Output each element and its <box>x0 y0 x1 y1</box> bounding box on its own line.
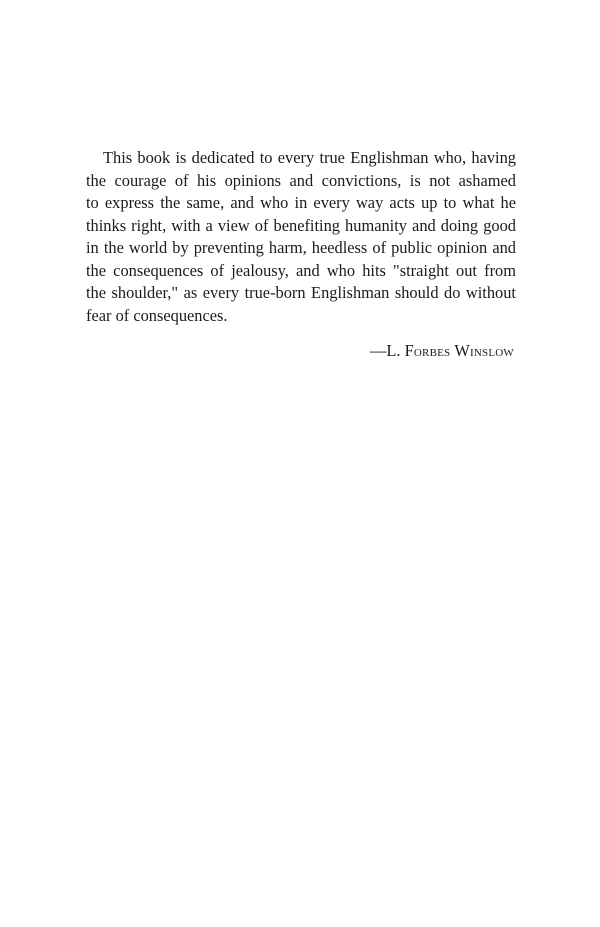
signature-name: Forbes Winslow <box>404 341 514 360</box>
signature-initial: L. <box>386 341 405 360</box>
dedication-line: thinks right, with a view of benefiting humanity and doing good <box>86 215 516 235</box>
dedication-line: fear of consequences. <box>86 305 228 325</box>
dedication-line: the courage of his opinions and convictions, is not ashamed <box>86 170 516 190</box>
dedication-line: the consequences of jealousy, and who hits "straight out from <box>86 260 516 280</box>
dedication-line: the shoulder," as every true-born Englishman should do without <box>86 283 516 302</box>
author-signature <box>370 340 514 362</box>
dedication-paragraph <box>86 147 516 327</box>
dedication-line: in the world by preventing harm, heedless of public opinion and <box>86 238 516 257</box>
signature-dash: — <box>369 341 387 360</box>
dedication-line: to express the same, and who in every way acts up to what he <box>86 193 516 212</box>
dedication-line: This book is dedicated to every true Englishman who, having <box>103 148 516 167</box>
